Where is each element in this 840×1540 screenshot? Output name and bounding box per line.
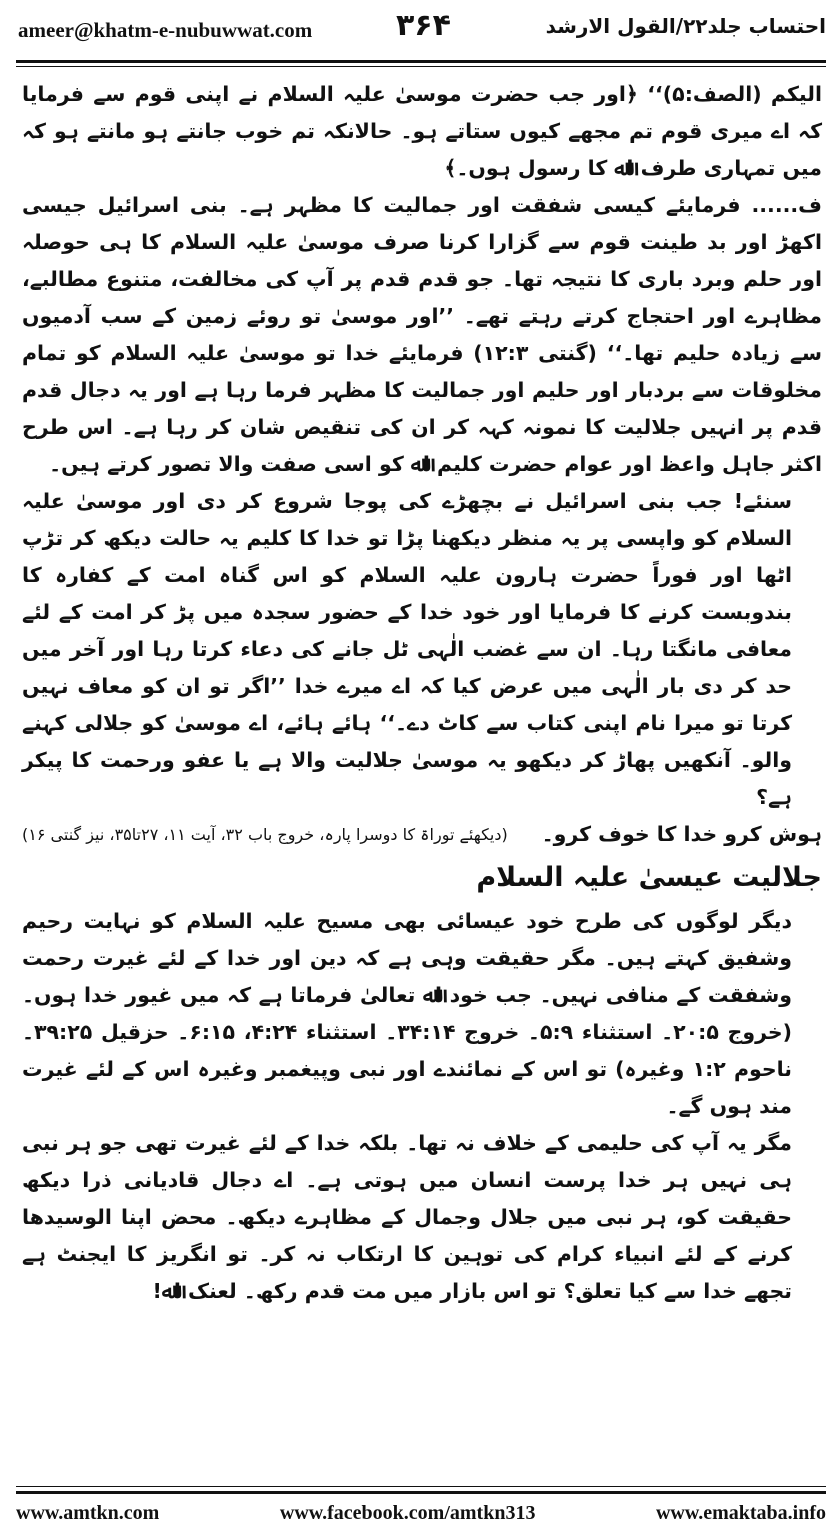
footer-link-facebook[interactable]: www.facebook.com/amtkn313: [279, 1502, 536, 1524]
paragraph-1: الیکم (الصف:۵)‘‘ ﴿اور جب حضرت موسیٰ علیہ السلام نے اپنی قوم سے فرمایا کہ اے میری قوم تم مجھے کیوں ستاتے ہو۔ حالانکہ تم خوب جانتے ہو مانتے ہو کہ میں تمہاری طرف اﷲ کا رسول ہوں۔﴾: [22, 82, 822, 180]
book-title: احتساب جلد۲۲/القول الارشد: [545, 14, 826, 38]
header-rule-thin: [16, 66, 826, 67]
paragraph-3: سنئے! جب بنی اسرائیل نے بچھڑے کی پوجا شروع کر دی اور موسیٰ علیہ السلام کو واپسی پر یہ منظر دیکھنا پڑا تو خدا کا کلیم یہ حالت دیکھ کر تڑپ اٹھا اور فوراً حضرت ہارون علیہ السلام کو اس گناہ امت کے کفارہ کا بندوبست کرنے کا فرمایا اور خود خدا کے حضور سجدہ میں پڑ کر امت کے لئے معافی مانگتا رہا۔ ان سے غضب الٰہی ٹل جانے کی دعاء کرتا رہا اور آخر میں حد کر دی بار الٰہی میں عرض کیا کہ اے میرے خدا ’’اگر تو ان کو معاف نہیں کرتا تو میرا نام اپنی کتاب سے کاٹ دے۔‘‘ ہائے ہائے، اے موسیٰ کو جلالی کہنے والو۔ آنکھیں پھاڑ کر دیکھو یہ موسیٰ جلالیت والا ہے یا عفو ورحمت کا پیکر ہے؟: [22, 489, 792, 809]
paragraph-2: ف...... فرمایئے کیسی شفقت اور جمالیت کا مظہر ہے۔ بنی اسرائیل جیسی اکھڑ اور بد طینت قوم سے گزارا کرنا صرف موسیٰ علیہ السلام کا ہی حوصلہ اور حلم وبرد باری کا نتیجہ تھا۔ جو قدم قدم پر آپ کی مخالفت، متنوع مطالبے، مظاہرے اور احتجاج کرتے رہتے تھے۔ ’’اور موسیٰ تو روئے زمین کے سب آدمیوں سے زیادہ حلیم تھا۔‘‘ (گنتی ۱۲:۳) فرمایئے خدا تو موسیٰ علیہ السلام کو تمام مخلوقات سے بردبار اور حلیم اور جمالیت کا مظہر فرما رہا ہے اور یہ دجال قدم قدم پر انہیں جلالیت کا نمونہ کہہ کر ان کی تنقیص شان کر رہا ہے۔ اس طرح اکثر جاہل واعظ اور عوام حضرت کلیم اﷲ کو اسی صفت والا تصور کرتے ہیں۔: [22, 193, 822, 476]
header-rule-thick: [16, 60, 826, 63]
reference-line: [22, 816, 822, 853]
paragraph-3-end: ہوش کرو خدا کا خوف کرو۔: [541, 822, 822, 846]
page-number: ۳۶۴: [396, 8, 451, 43]
header-email: ameer@khatm-e-nubuwwat.com: [18, 18, 313, 42]
page-body: [22, 76, 822, 1310]
page-footer: [16, 1502, 826, 1525]
page-header: [18, 8, 826, 56]
footer-rule-thick: [16, 1491, 826, 1494]
torah-reference: (دیکھئے توراۃ کا دوسرا پارہ، خروج باب ۳۲، آیت ۱۱، ۲۷تا۳۵، نیز گنتی ۱۶): [22, 825, 508, 844]
paragraph-5: مگر یہ آپ کی حلیمی کے خلاف نہ تھا۔ بلکہ خدا کے لئے غیرت تھی جو ہر نبی ہی نہیں ہر خدا پرست انسان میں ہوتی ہے۔ اے دجال قادیانی ذرا دیکھ حقیقت کو، ہر نبی میں جلال وجمال کے مظاہرے دیکھ۔ محض اپنا الوسیدھا کرنے کے لئے انبیاء کرام کی توہین کا ارتکاب نہ کر۔ تو انگریز کا ایجنٹ ہے تجھے خدا سے کیا تعلق؟ تو اس بازار میں مت قدم رکھ۔ لعنک اﷲ!: [22, 1131, 792, 1303]
footer-link-emaktaba[interactable]: www.emaktaba.info: [655, 1502, 826, 1524]
paragraph-4: دیگر لوگوں کی طرح خود عیسائی بھی مسیح علیہ السلام کو نہایت رحیم وشفیق کہتے ہیں۔ مگر حقیقت وہی ہے کہ دین اور خدا کے لئے غیرت رحمت وشفقت کے منافی نہیں۔ جب خود اﷲ تعالیٰ فرماتا ہے کہ میں غیور خدا ہوں۔ (خروج ۲۰:۵۔ استثناء ۵:۹۔ خروج ۳۴:۱۴۔ استثناء ۴:۲۴، ۶:۱۵۔ حزقیل ۳۹:۲۵۔ ناحوم ۱:۲ وغیرہ) تو اس کے نمائندے اور نبی وپیغمبر وغیرہ اس کے لئے غیرت مند ہوں گے۔: [22, 909, 792, 1118]
footer-link-amtkn[interactable]: www.amtkn.com: [16, 1502, 160, 1524]
footer-rule-thin: [16, 1486, 826, 1487]
section-heading: جلالیت عیسیٰ علیہ السلام: [476, 862, 822, 893]
